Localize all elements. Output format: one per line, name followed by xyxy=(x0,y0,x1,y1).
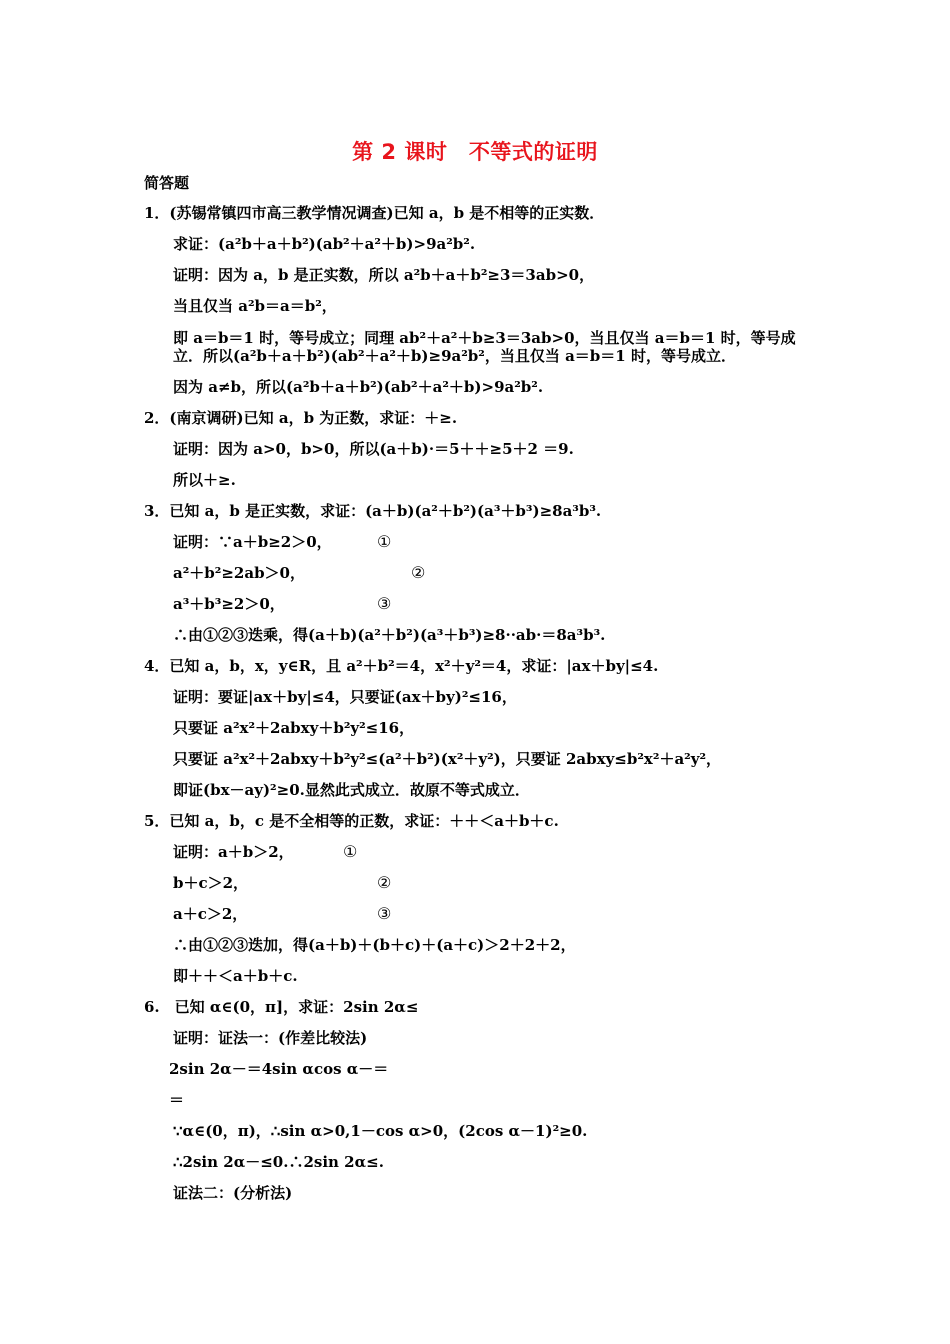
problem-3-proof-line: a²＋b²≥2ab＞0， xyxy=(173,564,305,582)
problem-6-proof-line: 证明：证法一：(作差比较法) xyxy=(173,1029,368,1047)
problem-2-proof-line: 证明：因为 a>0，b>0，所以(a＋b)·＝5＋＋≥5＋2 ＝9. xyxy=(173,440,574,458)
problem-5-proof-line: a＋c＞2， xyxy=(173,905,248,923)
problem-1-claim: 求证：(a²b＋a＋b²)(ab²＋a²＋b)>9a²b². xyxy=(173,235,476,253)
problem-5-proof-line: 证明：a＋b＞2， xyxy=(173,843,294,861)
problem-4-proof-line: 只要证 a²x²＋2abxy＋b²y²≤(a²＋b²)(x²＋y²)，只要证 2abxy≤b²x²＋a²y²， xyxy=(173,750,722,768)
problem-4-statement: 4．已知 a，b，x，y∈R，且 a²＋b²＝4，x²＋y²＝4，求证：|ax＋by|≤4. xyxy=(144,657,659,675)
equation-mark: ③ xyxy=(377,594,392,613)
problem-3-statement: 3．已知 a，b 是正实数，求证：(a＋b)(a²＋b²)(a³＋b³)≥8a³b³. xyxy=(144,502,602,520)
problem-6-statement: 6. 已知 α∈(0，π]，求证：2sin 2α≤ xyxy=(144,998,419,1016)
problem-1-proof-line: 因为 a≠b，所以(a²b＋a＋b²)(ab²＋a²＋b)>9a²b². xyxy=(173,378,544,396)
problem-3-proof-line: ∴由①②③迭乘，得(a＋b)(a²＋b²)(a³＋b³)≥8··ab·＝8a³b³. xyxy=(173,626,606,644)
problem-4-proof-line: 证明：要证|ax＋by|≤4，只要证(ax＋by)²≤16， xyxy=(173,688,517,706)
problem-5-proof-line: 即＋＋＜a＋b＋c. xyxy=(173,967,298,985)
page-title: 第 2 课时 不等式的证明 xyxy=(352,140,598,164)
problem-5-proof-line: b＋c＞2， xyxy=(173,874,249,892)
equation-mark: ③ xyxy=(377,904,392,923)
equation-mark: ② xyxy=(411,563,426,582)
problem-2-proof-line: 所以＋≥. xyxy=(173,471,236,489)
section-heading: 简答题 xyxy=(144,174,190,192)
problem-4-proof-line: 只要证 a²x²＋2abxy＋b²y²≤16， xyxy=(173,719,415,737)
problem-1-statement: 1．(苏锡常镇四市高三教学情况调查)已知 a，b 是不相等的正实数． xyxy=(144,204,605,222)
problem-6-proof-line: 2sin 2α－＝4sin αcos α－＝ xyxy=(169,1060,389,1078)
problem-6-proof-line: ∵α∈(0，π)，∴sin α>0,1－cos α>0，(2cos α－1)²≥0. xyxy=(173,1122,588,1140)
problem-5-proof-line: ∴由①②③迭加，得(a＋b)＋(b＋c)＋(a＋c)＞2＋2＋2， xyxy=(173,936,576,954)
problem-1-proof-line: 即 a＝b＝1 时，等号成立；同理 ab²＋a²＋b≥3＝3ab>0，当且仅当 a＝b＝1 时，等号成 xyxy=(173,329,796,347)
problem-1-proof-line: 当且仅当 a²b＝a＝b²， xyxy=(173,297,337,315)
problem-1-proof-line: 立．所以(a²b＋a＋b²)(ab²＋a²＋b)≥9a²b²，当且仅当 a＝b＝1 时，等号成立． xyxy=(173,347,736,365)
problem-5-statement: 5．已知 a，b，c 是不全相等的正数，求证：＋＋＜a＋b＋c. xyxy=(144,812,559,830)
equation-mark: ② xyxy=(377,873,392,892)
equation-mark: ① xyxy=(343,842,358,861)
problem-6-proof-line: ∴2sin 2α－≤0.∴2sin 2α≤. xyxy=(173,1153,384,1171)
problem-6-proof-line: 证法二：(分析法) xyxy=(173,1184,293,1202)
problem-4-proof-line: 即证(bx－ay)²≥0.显然此式成立．故原不等式成立． xyxy=(173,781,530,799)
problem-3-proof-line: 证明：∵a＋b≥2＞0， xyxy=(173,533,332,551)
problem-6-proof-line: ＝ xyxy=(169,1091,185,1109)
problem-1-proof-line: 证明：因为 a，b 是正实数，所以 a²b＋a＋b²≥3＝3ab>0， xyxy=(173,266,595,284)
equation-mark: ① xyxy=(377,532,392,551)
problem-3-proof-line: a³＋b³≥2＞0， xyxy=(173,595,285,613)
problem-2-statement: 2．(南京调研)已知 a，b 为正数，求证：＋≥. xyxy=(144,409,458,427)
